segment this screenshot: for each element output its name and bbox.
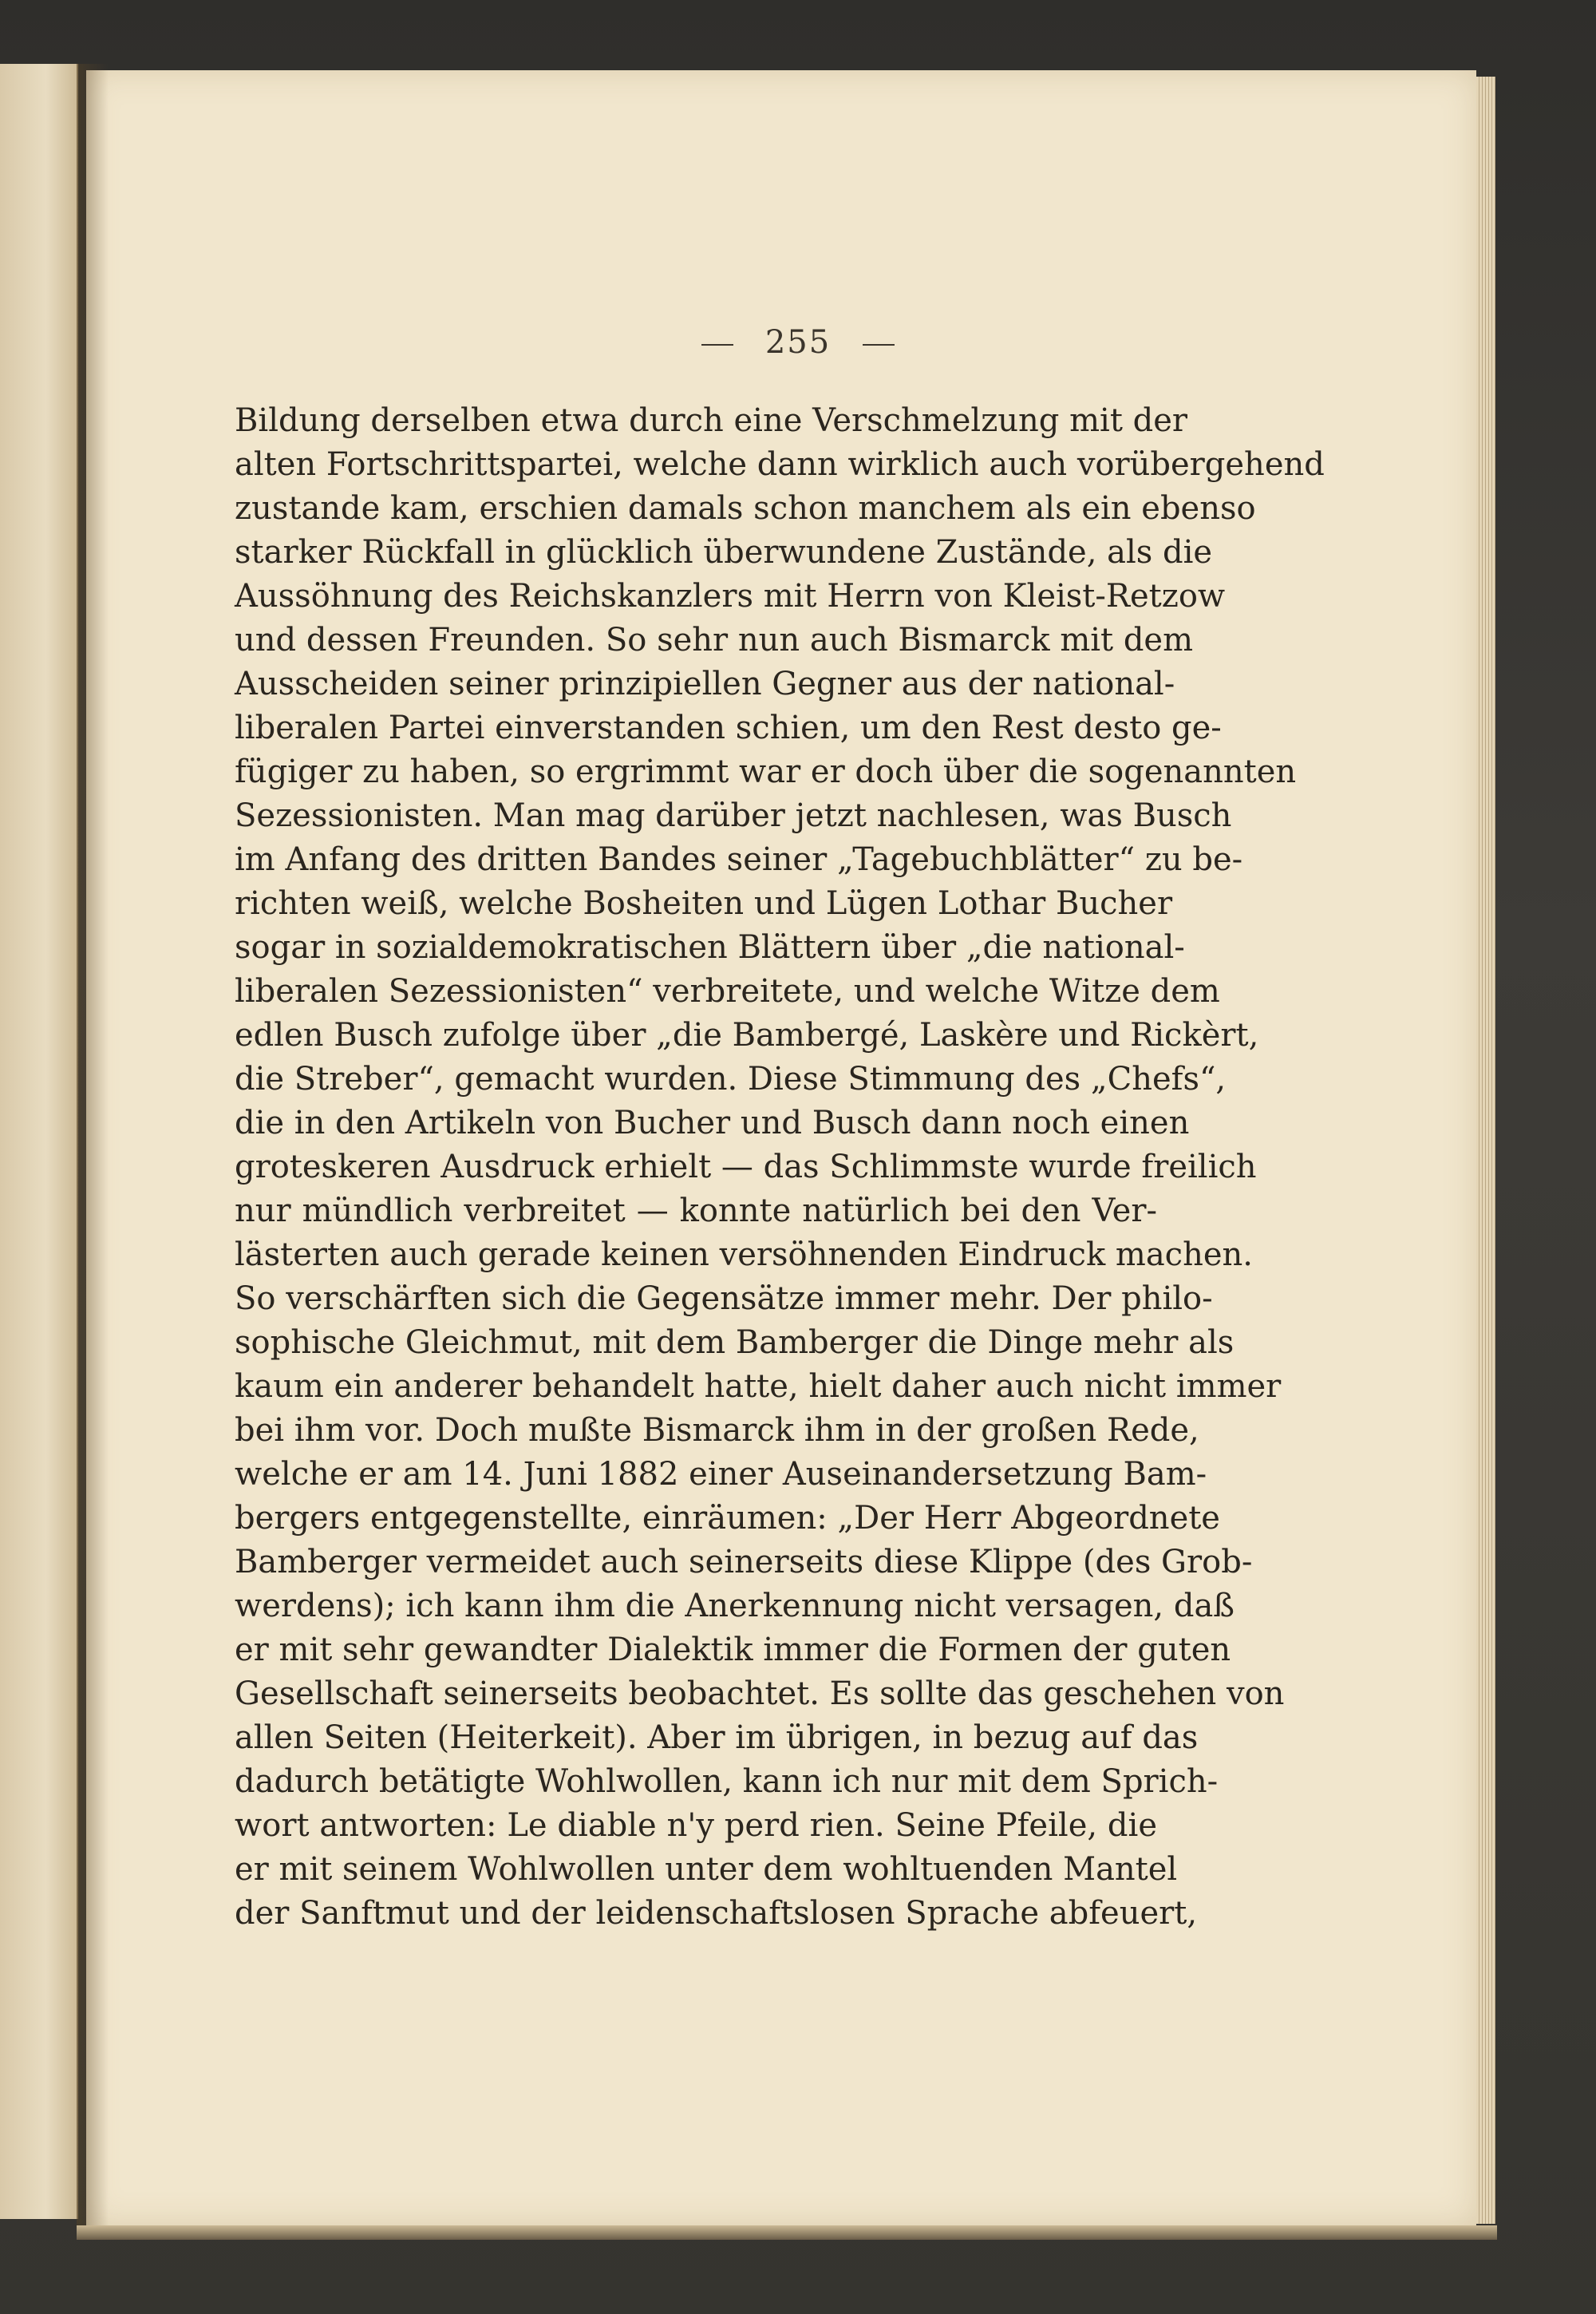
text-line: die in den Artikeln von Bucher und Busch dann noch einen [235, 1105, 1190, 1141]
text-line: So verschärften sich die Gegensätze immer mehr. Der philo- [235, 1280, 1213, 1317]
header-dash-left [701, 344, 733, 346]
text-line: Gesellschaft seinerseits beobachtet. Es sollte das geschehen von [235, 1675, 1285, 1712]
page-stack-edge [1476, 77, 1495, 2224]
text-line: fügiger zu haben, so ergrimmt war er doch über die sogenannten [235, 754, 1297, 790]
text-line: bei ihm vor. Doch mußte Bismarck ihm in der großen Rede, [235, 1412, 1199, 1449]
text-line: die Streber“, gemacht wurden. Diese Stimmung des „Chefs“, [235, 1061, 1227, 1098]
page-number: 255 [764, 324, 832, 361]
header-dash-right [863, 344, 895, 346]
text-line: er mit sehr gewandter Dialektik immer die Formen der guten [235, 1632, 1231, 1668]
text-line: Sezessionisten. Man mag darüber jetzt nachlesen, was Busch [235, 797, 1232, 834]
text-line: sogar in sozialdemokratischen Blättern über „die national- [235, 929, 1185, 966]
text-line: richten weiß, welche Bosheiten und Lügen Lothar Bucher [235, 885, 1173, 922]
text-line: starker Rückfall in glücklich überwundene Zustände, als die [235, 534, 1213, 571]
text-line: alten Fortschrittspartei, welche dann wirklich auch vorübergehend [235, 446, 1325, 483]
text-line: liberalen Partei einverstanden schien, um den Rest desto ge- [235, 710, 1222, 746]
text-line: groteskeren Ausdruck erhielt — das Schlimmste wurde freilich [235, 1149, 1257, 1185]
text-line: Aussöhnung des Reichskanzlers mit Herrn von Kleist-Retzow [235, 578, 1226, 615]
text-line: Bildung derselben etwa durch eine Verschmelzung mit der [235, 402, 1188, 439]
text-line: werdens); ich kann ihm die Anerkennung nicht versagen, daß [235, 1588, 1235, 1624]
gutter-shadow [77, 64, 109, 2227]
body-text [235, 399, 1325, 1936]
text-line: zustande kam, erschien damals schon manchem als ein ebenso [235, 490, 1256, 527]
text-line: er mit seinem Wohlwollen unter dem wohltuenden Mantel [235, 1851, 1178, 1888]
page-header [0, 324, 1596, 361]
text-line: liberalen Sezessionisten“ verbreitete, und welche Witze dem [235, 973, 1220, 1010]
text-line: der Sanftmut und der leidenschaftslosen Sprache abfeuert, [235, 1895, 1198, 1932]
left-page-edge [0, 64, 78, 2219]
text-line: Ausscheiden seiner prinzipiellen Gegner aus der national- [235, 666, 1175, 702]
bottom-page-edge [77, 2225, 1497, 2240]
text-line: wort antworten: Le diable n'y perd rien. Seine Pfeile, die [235, 1807, 1157, 1844]
text-line: lästerten auch gerade keinen versöhnenden Eindruck machen. [235, 1236, 1253, 1273]
text-line: kaum ein anderer behandelt hatte, hielt daher auch nicht immer [235, 1368, 1282, 1405]
text-line: bergers entgegenstellte, einräumen: „Der Herr Abgeordnete [235, 1500, 1220, 1537]
text-line: im Anfang des dritten Bandes seiner „Tagebuchblätter“ zu be- [235, 841, 1243, 878]
text-line: und dessen Freunden. So sehr nun auch Bismarck mit dem [235, 622, 1194, 659]
text-line: nur mündlich verbreitet — konnte natürlich bei den Ver- [235, 1193, 1157, 1229]
text-line: sophische Gleichmut, mit dem Bamberger die Dinge mehr als [235, 1324, 1235, 1361]
text-line: Bamberger vermeidet auch seinerseits diese Klippe (des Grob- [235, 1544, 1253, 1580]
text-line: welche er am 14. Juni 1882 einer Auseinandersetzung Bam- [235, 1456, 1207, 1493]
text-line: allen Seiten (Heiterkeit). Aber im übrigen, in bezug auf das [235, 1719, 1199, 1756]
text-line: dadurch betätigte Wohlwollen, kann ich nur mit dem Sprich- [235, 1763, 1219, 1800]
text-line: edlen Busch zufolge über „die Bambergé, Laskère und Rickèrt, [235, 1017, 1259, 1054]
